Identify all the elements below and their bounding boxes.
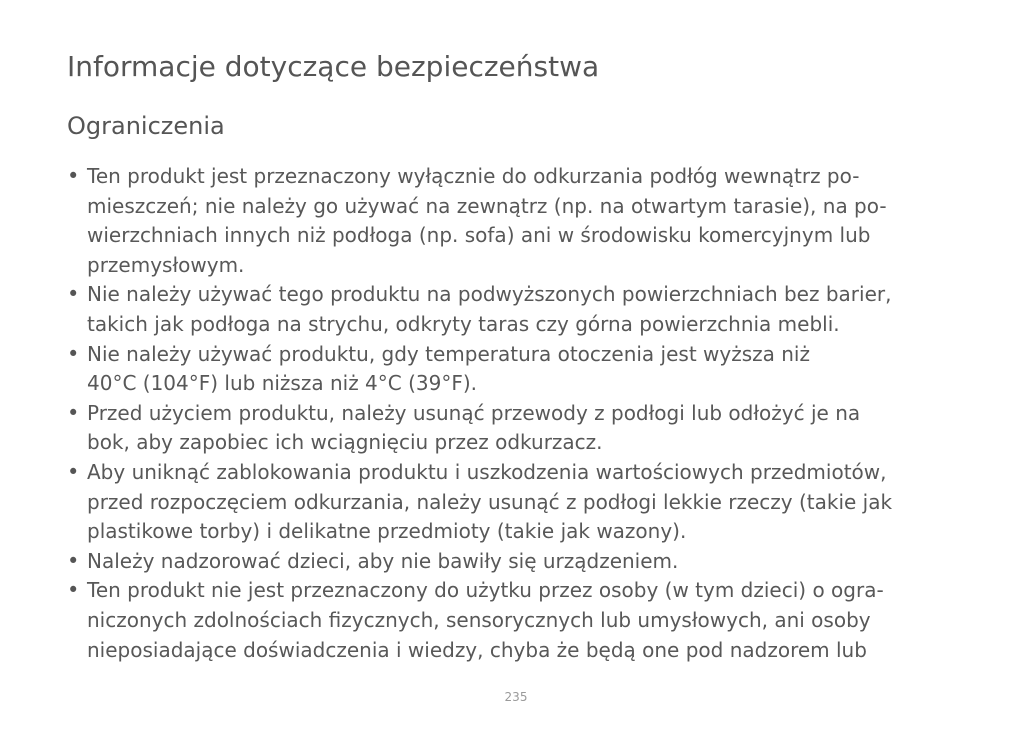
bullet-icon: • xyxy=(67,548,80,573)
text-line: niczonych zdolnościach fizycznych, sensorycznych lub umysłowych, ani osoby xyxy=(87,607,871,632)
list-item-text xyxy=(87,340,810,399)
bullet-icon: • xyxy=(67,164,80,188)
bullet-icon: • xyxy=(67,578,80,603)
text-line: Ten produkt jest przeznaczony wyłącznie do odkurzania podłóg wewnątrz po- xyxy=(87,164,860,188)
section-title: Ograniczenia xyxy=(67,112,225,140)
text-line: plastikowe torby) i delikatne przedmioty (takie jak wazony). xyxy=(87,519,687,544)
list-item-text xyxy=(87,576,884,665)
list-item-text xyxy=(87,458,892,547)
list-item-text xyxy=(87,162,887,280)
bullet-icon: • xyxy=(67,400,80,425)
list-item-text xyxy=(87,399,860,458)
text-line: 40°C (104°F) lub niższa niż 4°C (39°F). xyxy=(87,371,478,396)
list-item xyxy=(67,399,967,458)
list-item xyxy=(67,458,967,547)
list-item xyxy=(67,576,967,665)
text-line: Należy nadzorować dzieci, aby nie bawiły się urządzeniem. xyxy=(87,548,679,573)
page-title: Informacje dotyczące bezpieczeństwa xyxy=(67,50,600,83)
text-line: Ten produkt nie jest przeznaczony do użytku przez osoby (w tym dzieci) o ogra- xyxy=(87,578,884,603)
bullet-icon: • xyxy=(67,282,80,307)
text-line: Nie należy używać tego produktu na podwyższonych powierzchniach bez barier, xyxy=(87,282,892,307)
list-item-text xyxy=(87,280,891,339)
text-line: przed rozpoczęciem odkurzania, należy usunąć z podłogi lekkie rzeczy (takie jak xyxy=(87,489,893,514)
list-item-text xyxy=(87,547,678,577)
bullet-icon: • xyxy=(67,459,80,484)
text-line: wierzchniach innych niż podłoga (np. sofa) ani w środowisku komercyjnym lub xyxy=(87,223,871,248)
page-number: 235 xyxy=(504,690,528,704)
safety-restrictions-list xyxy=(67,162,967,665)
text-line: przemysłowym. xyxy=(87,252,245,277)
text-line: takich jak podłoga na strychu, odkryty taras czy górna powierzchnia mebli. xyxy=(87,311,840,336)
text-line: Aby uniknąć zablokowania produktu i uszkodzenia wartościowych przedmiotów, xyxy=(87,459,887,484)
text-line: bok, aby zapobiec ich wciągnięciu przez odkurzacz. xyxy=(87,430,603,455)
list-item xyxy=(67,547,967,577)
text-line: Przed użyciem produktu, należy usunąć przewody z podłogi lub odłożyć je na xyxy=(87,400,861,425)
list-item xyxy=(67,280,967,339)
list-item xyxy=(67,340,967,399)
text-line: nieposiadające doświadczenia i wiedzy, chyba że będą one pod nadzorem lub xyxy=(87,637,867,662)
text-line: Nie należy używać produktu, gdy temperatura otoczenia jest wyższa niż xyxy=(87,341,810,366)
bullet-icon: • xyxy=(67,341,80,366)
list-item xyxy=(67,162,967,280)
text-line: mieszczeń; nie należy go używać na zewnątrz (np. na otwartym tarasie), na po- xyxy=(87,193,887,218)
